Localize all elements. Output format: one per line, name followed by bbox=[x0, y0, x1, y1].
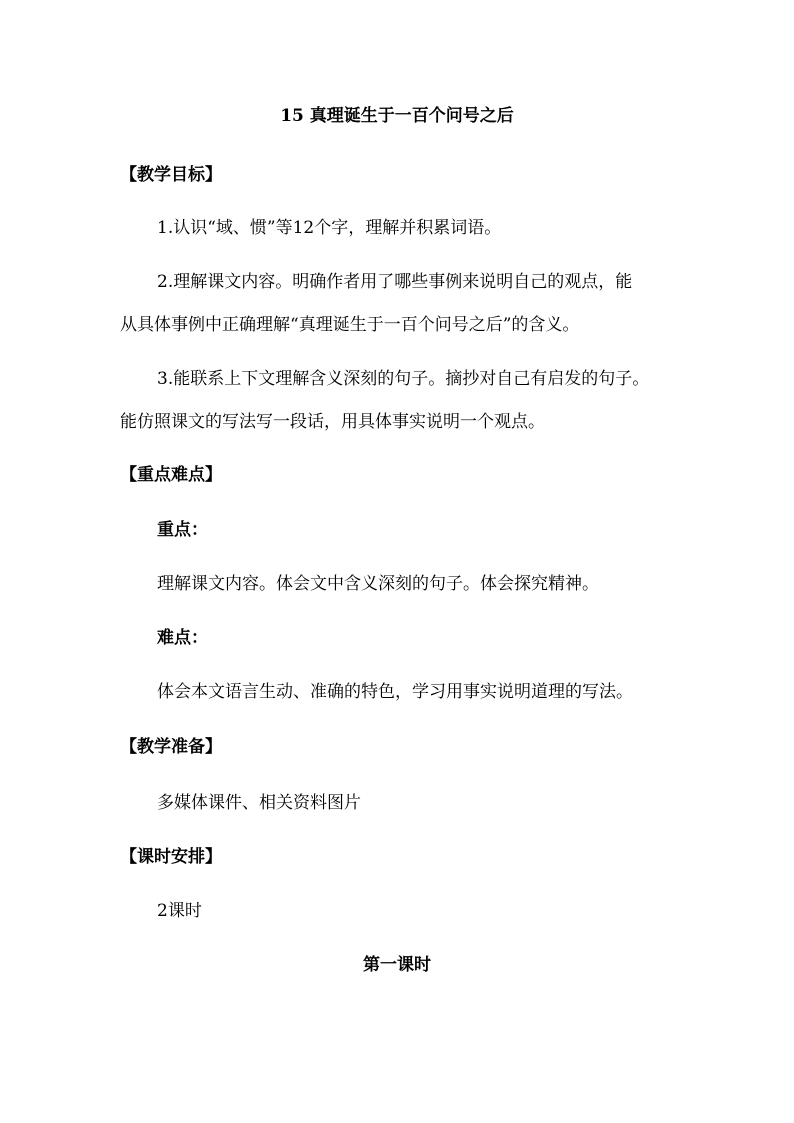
preparation-text: 多媒体课件、相关资料图片 bbox=[157, 793, 361, 813]
key-point-text: 理解课文内容。体会文中含义深刻的句子。体会探究精神。 bbox=[157, 574, 599, 594]
objective-item-2-line-1: 2.理解课文内容。明确作者用了哪些事例来说明自己的观点，能 bbox=[157, 272, 633, 292]
objective-item-1: 1.认识“域、惯”等12个字，理解并积累词语。 bbox=[157, 218, 502, 238]
difficult-point-text: 体会本文语言生动、准确的特色，学习用事实说明道理的写法。 bbox=[157, 682, 633, 702]
key-point-label: 重点： bbox=[157, 520, 208, 540]
key-points-heading: 【重点难点】 bbox=[120, 465, 222, 485]
preparation-heading: 【教学准备】 bbox=[120, 737, 222, 757]
objective-item-2-line-2: 从具体事例中正确理解“真理诞生于一百个问号之后”的含义。 bbox=[120, 315, 580, 335]
objectives-heading: 【教学目标】 bbox=[120, 165, 222, 185]
objective-item-3-line-2: 能仿照课文的写法写一段话，用具体事实说明一个观点。 bbox=[120, 412, 545, 432]
lesson-title: 15 真理诞生于一百个问号之后 bbox=[280, 106, 514, 126]
schedule-heading: 【课时安排】 bbox=[120, 847, 222, 867]
lesson-one-heading: 第一课时 bbox=[363, 955, 431, 975]
schedule-text: 2课时 bbox=[157, 901, 202, 921]
difficult-point-label: 难点： bbox=[157, 628, 208, 648]
objective-item-3-line-1: 3.能联系上下文理解含义深刻的句子。摘抄对自己有启发的句子。 bbox=[157, 369, 650, 389]
